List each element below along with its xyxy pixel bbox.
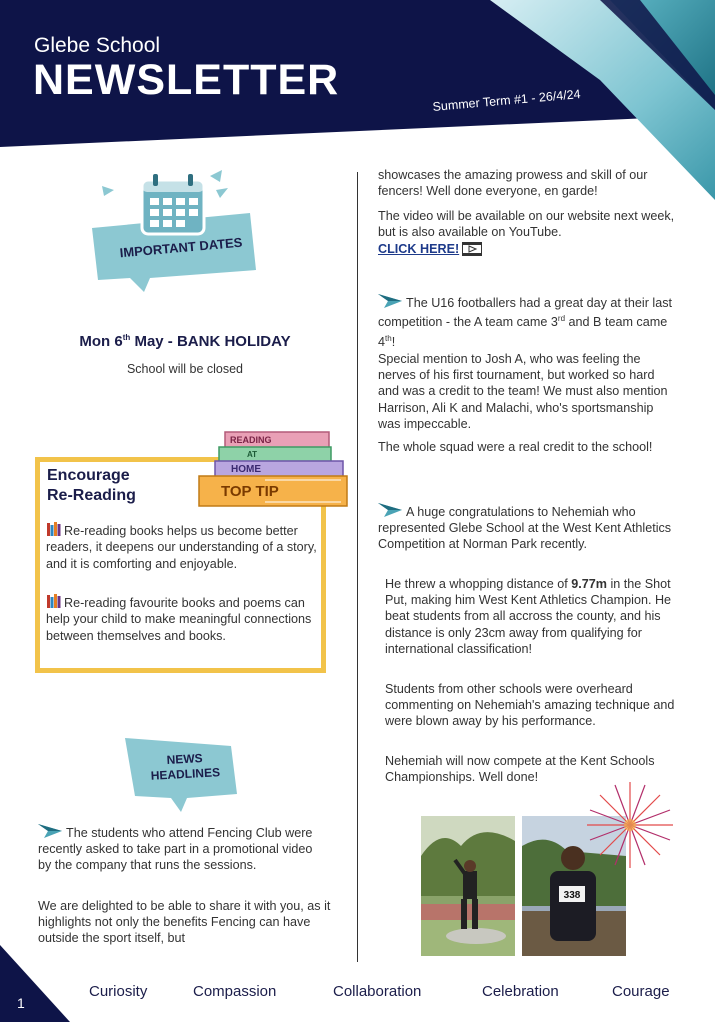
- arrow-bullet-icon: [38, 824, 62, 838]
- news-headlines-label: [134, 749, 235, 784]
- video-play-icon[interactable]: [462, 242, 482, 256]
- book-shelf-icon: [46, 593, 62, 609]
- book-label-home: HOME: [231, 464, 261, 475]
- football-p1a: The U16 footballers had a great day at their last competition - the A team came 3: [378, 296, 673, 330]
- athletics-paragraph-1-text: A huge congratulations to Nehemiah who represented Glebe School at the West Kent Athletics Competition at Norman Park recently.: [378, 505, 672, 552]
- fencing-paragraph-4: The video will be available on our website next week, but is also available on YouTube.: [378, 209, 675, 240]
- athletics-paragraph-2: [385, 576, 680, 657]
- football-paragraph-3: The whole squad were a real credit to the school!: [378, 440, 653, 454]
- book-label-at: AT: [247, 450, 258, 459]
- value-compassion: Compassion: [193, 983, 277, 1000]
- important-dates-label: IMPORTANT DATES: [119, 234, 243, 261]
- arrow-bullet-icon: [378, 294, 402, 308]
- header-banner: [0, 0, 715, 150]
- fencing-paragraph-3: showcases the amazing prowess and skill of our fencers! Well done everyone, en garde!: [378, 168, 648, 199]
- football-p1e: !: [391, 334, 396, 349]
- fencing-paragraph-2: We are delighted to be able to share it with you, as it highlights not only the benefits Fencing can have outside the sport itself, but: [38, 899, 331, 946]
- term-date: Summer Term #1 - 26/4/24: [432, 87, 582, 114]
- news-headlines-badge: [125, 738, 245, 818]
- value-celebration: Celebration: [482, 983, 559, 1000]
- event-day: Mon 6: [79, 333, 123, 350]
- top-tip-paragraph-1-text: Re-reading books helps us become better readers, it deepens our understanding of a story, and it is comforting and enjoyable.: [46, 524, 317, 571]
- shot-put-throw-photo: [421, 816, 515, 956]
- top-tip-paragraph-2: [46, 593, 318, 644]
- football-paragraph-1: [378, 294, 678, 350]
- school-name: Glebe School: [34, 34, 161, 57]
- firework-icon: [585, 780, 675, 870]
- book-label-reading: READING: [230, 435, 272, 445]
- top-tip-paragraph-1: [46, 521, 318, 572]
- calendar-icon: [90, 168, 270, 298]
- books-icon: [195, 428, 350, 514]
- fencing-paragraph-1: [38, 824, 318, 874]
- news-label-line2: HEADLINES: [150, 765, 221, 783]
- top-tip-title-line1: Encourage: [47, 467, 130, 484]
- value-courage: Courage: [612, 983, 670, 1000]
- athletics-p2c: in the Shot Put, making him West Kent Athletics Champion. He beat students from all accross the county, and his distance is only 23cm away from qualifying for international classification!: [385, 577, 672, 656]
- top-tip-title: [47, 466, 136, 506]
- football-paragraph-2: Special mention to Josh A, who was feeling the nerves of his first tournament, but worked so hard and was a credit to the team! We must also mention Harrison, Ali K and Malachi, who's sportsmanship was impeccable.: [378, 352, 668, 431]
- football-p1-sup-rd: rd: [557, 314, 566, 324]
- event-title: [40, 333, 330, 350]
- page-number: 1: [17, 995, 25, 1011]
- news-label-line1: NEWS: [166, 751, 203, 767]
- event-rest: May - BANK HOLIDAY: [130, 333, 291, 350]
- athletics-paragraph-3: Students from other schools were overheard commenting on Nehemiah's amazing technique and were blown away by his performance.: [385, 682, 675, 729]
- value-collaboration: Collaboration: [333, 983, 422, 1000]
- arrow-bullet-icon: [378, 503, 402, 517]
- event-day-suffix: th: [122, 333, 131, 342]
- fencing-paragraph-1-text: The students who attend Fencing Club were recently asked to take part in a promotional video by the company that runs the sessions.: [38, 826, 313, 873]
- athletics-p2a: He threw a whopping distance of: [385, 577, 572, 591]
- bib-number: 338: [563, 890, 581, 901]
- athletics-paragraph-1: [378, 503, 678, 553]
- event-note: School will be closed: [126, 362, 244, 376]
- fencing-link-line: [378, 241, 678, 257]
- book-label-top-tip: TOP TIP: [221, 483, 279, 500]
- column-divider: [357, 172, 358, 962]
- click-here-link[interactable]: CLICK HERE!: [378, 242, 460, 256]
- value-curiosity: Curiosity: [89, 983, 148, 1000]
- book-shelf-icon: [46, 521, 62, 537]
- football-p1c: and B team came 4: [378, 315, 668, 349]
- athletics-paragraph-4: Nehemiah will now compete at the Kent Schools Championships. Well done!: [385, 754, 655, 785]
- newsletter-title: NEWSLETTER: [33, 56, 340, 104]
- footer-corner-shape: [0, 945, 80, 1022]
- top-tip-paragraph-2-text: Re-reading favourite books and poems can help your child to make meaningful connections between themselves and books.: [46, 596, 312, 643]
- top-tip-title-line2: Re-Reading: [47, 487, 136, 504]
- book-stack-graphic: [195, 428, 350, 514]
- important-dates-badge: [90, 168, 270, 298]
- shot-put-distance: 9.77m: [571, 577, 607, 591]
- football-p1-sup-th: th: [385, 333, 392, 343]
